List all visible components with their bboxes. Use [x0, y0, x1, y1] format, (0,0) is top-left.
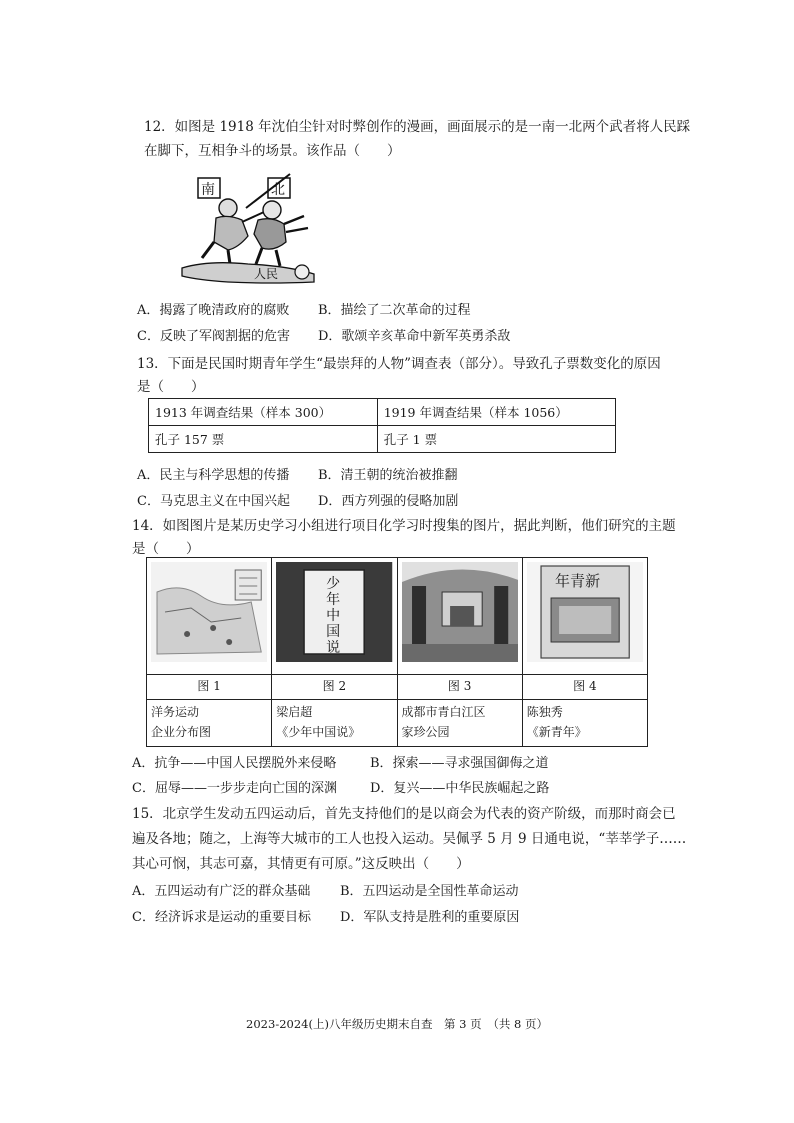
q12-option-b[interactable]: B．描绘了二次革命的过程 [318, 303, 471, 318]
q15-option-b[interactable]: B．五四运动是全国性革命运动 [340, 884, 519, 899]
figure-desc-line: 陈独秀 [526, 705, 563, 719]
q15-option-d[interactable]: D．军队支持是胜利的重要原因 [340, 910, 520, 925]
cartoon-tag-north: 北 [271, 182, 285, 198]
figure-2-char: 中 [326, 608, 341, 624]
q14-option-b[interactable]: B．探索——寻求强国御侮之道 [370, 756, 549, 771]
table-cell: 孔子 157 票 [149, 426, 378, 453]
q14-option-c[interactable]: C．屈辱——一步步走向亡国的深渊 [132, 781, 337, 796]
q15-option-c[interactable]: C．经济诉求是运动的重要目标 [132, 910, 311, 925]
table-cell: 1919 年调查结果（样本 1056） [377, 399, 615, 426]
figure-caption: 图 3 [397, 675, 522, 700]
q13-stem-line2: 是（ ） [137, 379, 205, 395]
q12-stem-line1: 12．如图是 1918 年沈伯尘针对时弊创作的漫画，画面展示的是一南一北两个武者将人民踩 [144, 119, 691, 135]
table-row [147, 558, 648, 675]
figure-desc-line: 洋务运动 [151, 705, 200, 719]
q14-option-d[interactable]: D．复兴——中华民族崛起之路 [370, 781, 550, 796]
figure-description [147, 700, 272, 747]
figure-description [397, 700, 522, 747]
figure-description [522, 700, 647, 747]
q12-option-d[interactable]: D．歌颂辛亥革命中新军英勇杀敌 [318, 329, 511, 344]
q14-figure-table [146, 557, 648, 747]
q14-stem-line1: 14．如图图片是某历史学习小组进行项目化学习时搜集的图片，据此判断，他们研究的主题 [132, 518, 676, 534]
q13-stem-line1: 13．下面是民国时期青年学生“最崇拜的人物”调查表（部分）。导致孔子票数变化的原因 [137, 356, 661, 372]
table-cell: 孔子 1 票 [377, 426, 615, 453]
figure-3-image [397, 558, 522, 675]
table-row [149, 426, 616, 453]
figure-desc-line: 企业分布图 [151, 725, 212, 739]
figure-2-char: 国 [326, 624, 341, 640]
table-row [149, 399, 616, 426]
figure-caption: 图 2 [272, 675, 397, 700]
figure-desc-line: 梁启超 [276, 705, 313, 719]
q15-option-a[interactable]: A．五四运动有广泛的群众基础 [132, 884, 311, 899]
q15-stem-line3: 其心可悯，其志可嘉，其情更有可原。”这反映出（ ） [132, 856, 470, 872]
figure-2-char: 少 [326, 576, 341, 592]
figure-desc-line: 《新青年》 [526, 725, 587, 739]
q13-survey-table [148, 398, 616, 453]
figure-caption: 图 4 [522, 675, 647, 700]
q13-option-c[interactable]: C．马克思主义在中国兴起 [137, 494, 290, 509]
q15-stem-line2: 遍及各地；随之，上海等大城市的工人也投入运动。吴佩孚 5 月 9 日通电说，“莘莘学子…… [132, 831, 687, 847]
page-footer: 2023-2024(上)八年级历史期末自查 第 3 页 （共 8 页） [246, 1017, 548, 1031]
cartoon-tag-people: 人民 [254, 267, 279, 281]
figure-description [272, 700, 397, 747]
q13-option-a[interactable]: A．民主与科学思想的传播 [137, 468, 290, 483]
q12-cartoon-image [168, 172, 328, 290]
q12-stem-line2: 在脚下，互相争斗的场景。该作品（ ） [144, 143, 401, 159]
table-row [147, 700, 648, 747]
figure-desc-line: 成都市青白江区 [401, 705, 486, 719]
q15-stem-line1: 15．北京学生发动五四运动后，首先支持他们的是以商会为代表的资产阶级，而那时商会已 [132, 806, 676, 822]
figure-desc-line: 家珍公园 [401, 725, 450, 739]
figure-4-title: 年青新 [554, 572, 600, 590]
table-cell: 1913 年调查结果（样本 300） [149, 399, 378, 426]
q14-stem-line2: 是（ ） [132, 541, 200, 557]
table-row [147, 675, 648, 700]
figure-1-image [147, 558, 272, 675]
figure-caption: 图 1 [147, 675, 272, 700]
q12-option-a[interactable]: A．揭露了晚清政府的腐败 [137, 303, 290, 318]
cartoon-tag-south: 南 [201, 182, 215, 198]
figure-4-image [522, 558, 647, 675]
q13-option-b[interactable]: B．清王朝的统治被推翻 [318, 468, 458, 483]
q12-option-c[interactable]: C．反映了军阀割据的危害 [137, 329, 290, 344]
figure-2-char: 年 [326, 592, 341, 608]
q14-option-a[interactable]: A．抗争——中国人民摆脱外来侵略 [132, 756, 337, 771]
figure-2-image [272, 558, 397, 675]
q13-option-d[interactable]: D．西方列强的侵略加剧 [318, 494, 459, 509]
figure-2-char: 说 [326, 640, 341, 656]
figure-desc-line: 《少年中国说》 [276, 725, 361, 739]
